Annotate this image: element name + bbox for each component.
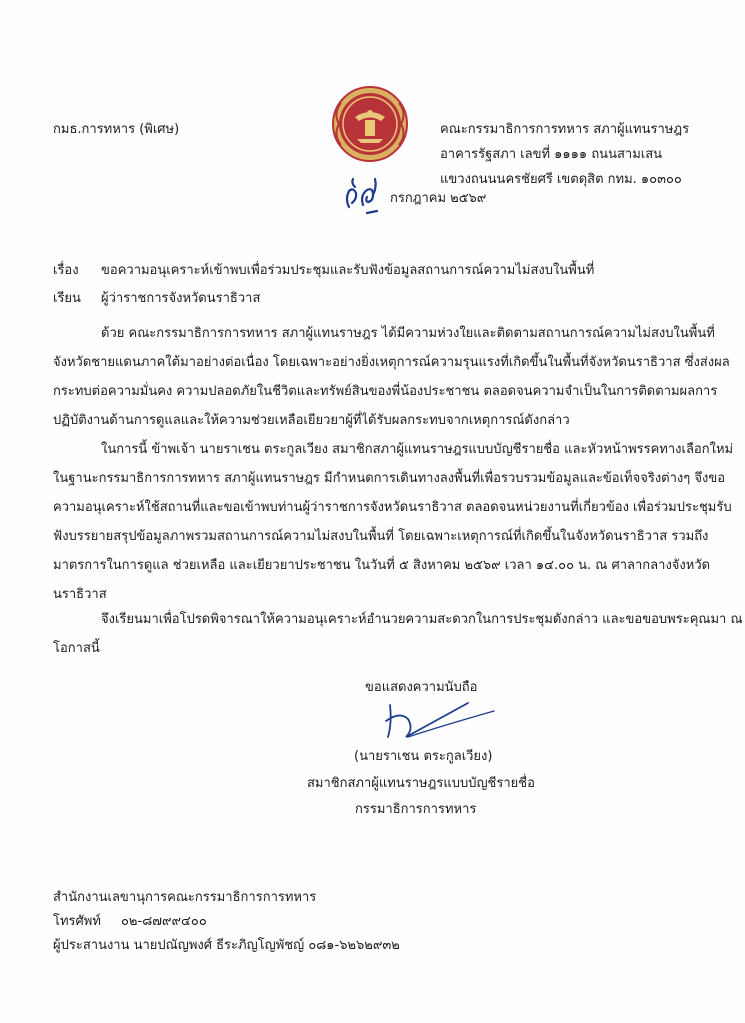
signer-name: (นายราเชน ตระกูลเวียง) bbox=[354, 749, 493, 764]
paragraph-line: ในการนี้ ข้าพเจ้า นายราเชน ตระกูลเวียง สมาชิกสภาผู้แทนราษฎรแบบบัญชีรายชื่อ และหัวหน้าพรรคทางเลือกใหม่ bbox=[101, 442, 734, 457]
paragraph-line: ด้วย คณะกรรมาธิการการทหาร สภาผู้แทนราษฎร ได้มีความห่วงใยและติดตามสถานการณ์ความไม่สงบในพื้นที่ bbox=[101, 326, 715, 341]
signer-position-2: กรรมาธิการการทหาร bbox=[355, 802, 477, 817]
paragraph-line: โอกาสนี้ bbox=[53, 641, 100, 656]
footer-coordinator: ผู้ประสานงาน นายปณัญพงศ์ ธีระภิญโญพัชญ์ ๐๘๑-๖๒๖๒๙๓๒ bbox=[53, 938, 400, 953]
letter-date: กรกฎาคม ๒๕๖๙ bbox=[390, 191, 487, 206]
paragraph-line: จังหวัดชายแดนภาคใต้มาอย่างต่อเนื่อง โดยเฉพาะอย่างยิ่งเหตุการณ์ความรุนแรงที่เกิดขึ้นในพื้นที่จังหวัดนราธิวาส ซึ่งส่งผล bbox=[53, 355, 730, 370]
parliament-emblem-icon bbox=[331, 83, 409, 165]
body-paragraph-2 bbox=[53, 435, 733, 609]
body-paragraph-3 bbox=[53, 605, 743, 663]
body-paragraph-1 bbox=[53, 319, 730, 435]
footer-phone: ๐๒-๘๗๙๙๔๐๐ bbox=[121, 914, 207, 929]
paragraph-line: มาตรการในการดูแล ช่วยเหลือ และเยียวยาประชาชน ในวันที่ ๕ สิงหาคม ๒๕๖๙ เวลา ๑๔.๐๐ น. ณ ศาลากลางจังหวัด bbox=[53, 558, 711, 573]
subject-label: เรื่อง bbox=[53, 263, 79, 278]
paragraph-line: กระทบต่อความมั่นคง ความปลอดภัยในชีวิตและทรัพย์สินของพี่น้องประชาชน ตลอดจนความจำเป็นในการติดตามผลการ bbox=[53, 384, 718, 399]
signer-position-1: สมาชิกสภาผู้แทนราษฎรแบบบัญชีรายชื่อ bbox=[307, 776, 535, 791]
sender-address-line-2: อาคารรัฐสภา เลขที่ ๑๑๑๑ ถนนสามเสน bbox=[440, 147, 663, 162]
paragraph-line: ความอนุเคราะห์ใช้สถานที่และขอเข้าพบท่านผู้ว่าราชการจังหวัดนราธิวาส ตลอดจนหน่วยงานที่เกี่ยวข้อง เพื่อร่วมประชุมรับ bbox=[53, 500, 732, 515]
paragraph-line: นราธิวาส bbox=[53, 587, 107, 602]
footer-office: สำนักงานเลขานุการคณะกรรมาธิการการทหาร bbox=[53, 890, 317, 905]
paragraph-line: ปฏิบัติงานด้านการดูแลและให้ความช่วยเหลือเยียวยาผู้ที่ได้รับผลกระทบจากเหตุการณ์ดังกล่าว bbox=[53, 413, 570, 428]
sender-address-line-3: แขวงถนนนครชัยศรี เขตดุสิต กทม. ๑๐๓๐๐ bbox=[440, 172, 682, 187]
footer-phone-label: โทรศัพท์ bbox=[53, 914, 101, 929]
recipient-text: ผู้ว่าราชการจังหวัดนราธิวาส bbox=[101, 291, 261, 306]
paragraph-line: ฟังบรรยายสรุปข้อมูลภาพรวมสถานการณ์ความไม่สงบในพื้นที่ โดยเฉพาะเหตุการณ์ที่เกิดขึ้นในจังหวัดนราธิวาส รวมถึง bbox=[53, 529, 709, 544]
sender-address-line-1: คณะกรรมาธิการการทหาร สภาผู้แทนราษฎร bbox=[440, 122, 690, 137]
handwritten-date-day bbox=[343, 177, 387, 215]
closing-salutation: ขอแสดงความนับถือ bbox=[365, 680, 478, 695]
document-reference: กมธ.การทหาร (พิเศษ) bbox=[53, 122, 180, 137]
paragraph-line: ในฐานะกรรมาธิการการทหาร สภาผู้แทนราษฎร มีกำหนดการเดินทางลงพื้นที่เพื่อรวบรวมข้อมูลและข้อเท็จจริงต่างๆ จึงขอ bbox=[53, 471, 726, 486]
handwritten-signature bbox=[378, 697, 498, 741]
recipient-label: เรียน bbox=[53, 291, 81, 306]
paragraph-line: จึงเรียนมาเพื่อโปรดพิจารณาให้ความอนุเคราะห์อำนวยความสะดวกในการประชุมดังกล่าว และขอขอบพระคุณมา ณ bbox=[101, 612, 743, 627]
subject-text: ขอความอนุเคราะห์เข้าพบเพื่อร่วมประชุมและรับฟังข้อมูลสถานการณ์ความไม่สงบในพื้นที่ bbox=[101, 263, 595, 278]
